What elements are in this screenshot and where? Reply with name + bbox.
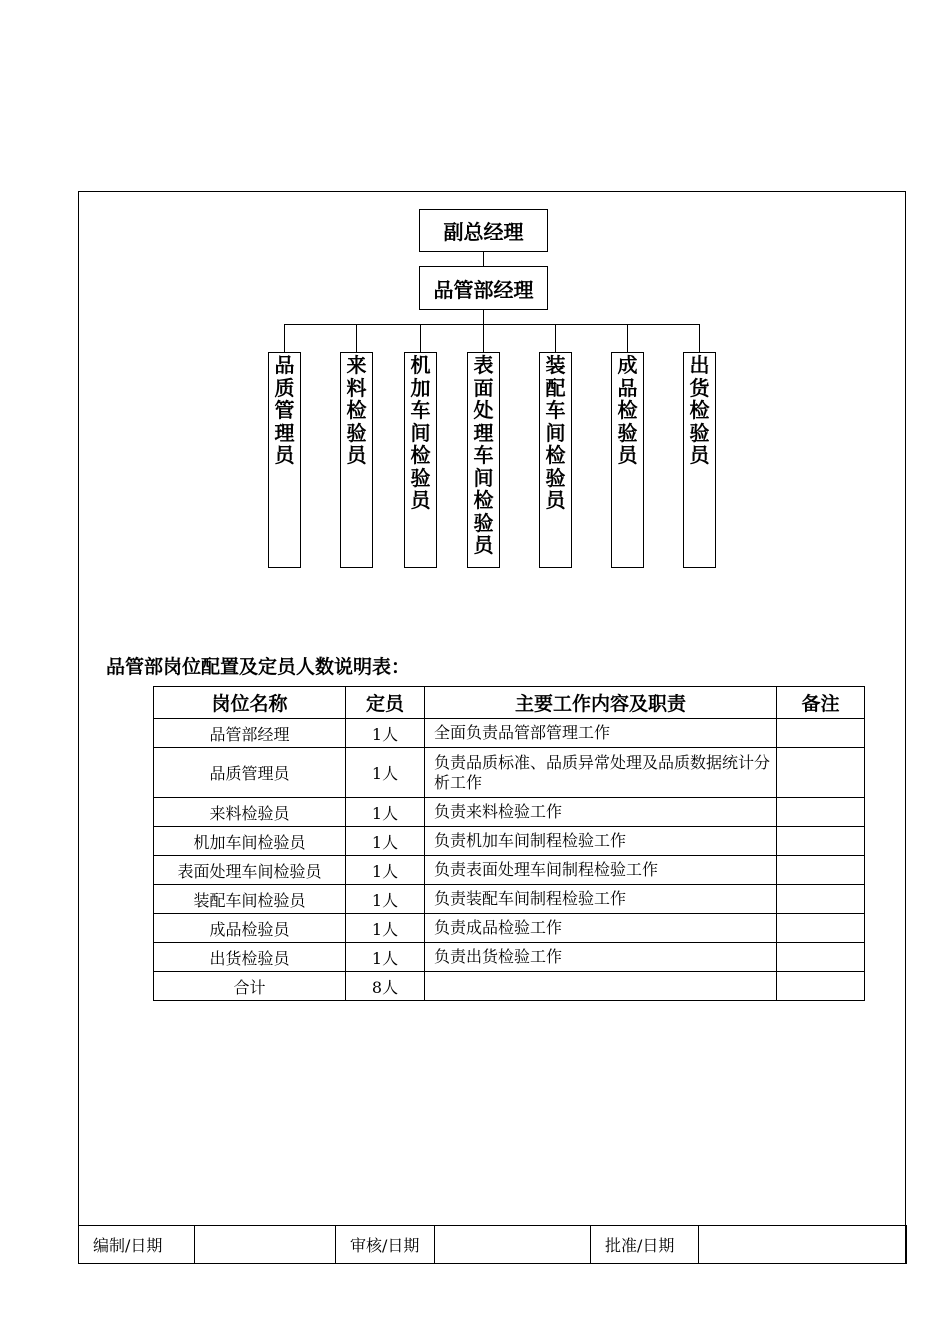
table-row xyxy=(154,827,865,856)
connector-drop xyxy=(627,324,628,352)
cell-total-remark xyxy=(777,972,865,1001)
cell-duty: 负责来料检验工作 xyxy=(425,798,777,827)
header-remark: 备注 xyxy=(777,687,865,719)
reviewed-label: 审核/日期 xyxy=(336,1226,435,1264)
cell-duty: 全面负责品管部管理工作 xyxy=(425,719,777,748)
table-row xyxy=(154,719,865,748)
cell-duty: 负责表面处理车间制程检验工作 xyxy=(425,856,777,885)
table-total-row xyxy=(154,972,865,1001)
cell-remark xyxy=(777,798,865,827)
cell-count: 1人 xyxy=(346,798,425,827)
cell-remark xyxy=(777,719,865,748)
cell-remark xyxy=(777,914,865,943)
cell-remark xyxy=(777,748,865,798)
cell-remark xyxy=(777,827,865,856)
cell-count: 1人 xyxy=(346,827,425,856)
cell-count: 1人 xyxy=(346,748,425,798)
org-position-label: 品质管理员 xyxy=(274,353,295,467)
connector-line xyxy=(483,310,484,324)
table-row xyxy=(154,748,865,798)
header-duty: 主要工作内容及职责 xyxy=(425,687,777,719)
header-count: 定员 xyxy=(346,687,425,719)
org-position-label: 来料检验员 xyxy=(346,353,367,467)
cell-position: 装配车间检验员 xyxy=(154,885,346,914)
prepared-field[interactable] xyxy=(195,1226,336,1264)
org-box-top xyxy=(419,209,548,252)
signoff-row xyxy=(79,1226,907,1264)
cell-position: 出货检验员 xyxy=(154,943,346,972)
org-position-box xyxy=(611,352,644,568)
cell-position: 品质管理员 xyxy=(154,748,346,798)
org-position-label: 成品检验员 xyxy=(617,353,638,467)
org-box-manager xyxy=(419,266,548,310)
cell-count: 1人 xyxy=(346,914,425,943)
table-row xyxy=(154,943,865,972)
cell-duty: 负责成品检验工作 xyxy=(425,914,777,943)
table-row xyxy=(154,914,865,943)
table-row xyxy=(154,798,865,827)
cell-remark xyxy=(777,943,865,972)
connector-drop xyxy=(420,324,421,352)
cell-duty: 负责装配车间制程检验工作 xyxy=(425,885,777,914)
connector-drop xyxy=(483,324,484,352)
org-position-box xyxy=(268,352,301,568)
connector-drop xyxy=(284,324,285,352)
org-manager-label: 品管部经理 xyxy=(433,277,534,302)
prepared-label: 编制/日期 xyxy=(79,1226,195,1264)
approved-label: 批准/日期 xyxy=(591,1226,699,1264)
cell-count: 1人 xyxy=(346,943,425,972)
cell-remark xyxy=(777,885,865,914)
connector-drop xyxy=(555,324,556,352)
connector-drop xyxy=(699,324,700,352)
org-position-label: 出货检验员 xyxy=(689,353,710,467)
table-row xyxy=(154,885,865,914)
cell-duty: 负责出货检验工作 xyxy=(425,943,777,972)
approved-field[interactable] xyxy=(699,1226,907,1264)
cell-position: 成品检验员 xyxy=(154,914,346,943)
staffing-table xyxy=(153,686,865,1001)
org-position-box xyxy=(340,352,373,568)
org-position-box xyxy=(404,352,437,568)
cell-position: 机加车间检验员 xyxy=(154,827,346,856)
cell-count: 1人 xyxy=(346,856,425,885)
connector-drop xyxy=(356,324,357,352)
cell-total-count: 8人 xyxy=(346,972,425,1001)
table-header-row xyxy=(154,687,865,719)
reviewed-field[interactable] xyxy=(435,1226,591,1264)
cell-count: 1人 xyxy=(346,885,425,914)
table-row xyxy=(154,856,865,885)
cell-position: 品管部经理 xyxy=(154,719,346,748)
org-position-box xyxy=(539,352,572,568)
cell-position: 表面处理车间检验员 xyxy=(154,856,346,885)
org-position-box xyxy=(683,352,716,568)
connector-line xyxy=(483,252,484,266)
org-position-label: 表面处理车间检验员 xyxy=(473,353,494,557)
org-position-label: 装配车间检验员 xyxy=(545,353,566,512)
signoff-table xyxy=(78,1225,907,1264)
connector-bus xyxy=(284,324,700,325)
cell-remark xyxy=(777,856,865,885)
header-position: 岗位名称 xyxy=(154,687,346,719)
org-position-box xyxy=(467,352,500,568)
cell-count: 1人 xyxy=(346,719,425,748)
org-top-label: 副总经理 xyxy=(443,220,524,244)
cell-total-label: 合计 xyxy=(154,972,346,1001)
cell-total-duty xyxy=(425,972,777,1001)
org-position-label: 机加车间检验员 xyxy=(410,353,431,512)
table-caption: 品管部岗位配置及定员人数说明表： xyxy=(106,656,411,678)
cell-duty: 负责品质标准、品质异常处理及品质数据统计分析工作 xyxy=(425,748,777,798)
cell-duty: 负责机加车间制程检验工作 xyxy=(425,827,777,856)
cell-position: 来料检验员 xyxy=(154,798,346,827)
